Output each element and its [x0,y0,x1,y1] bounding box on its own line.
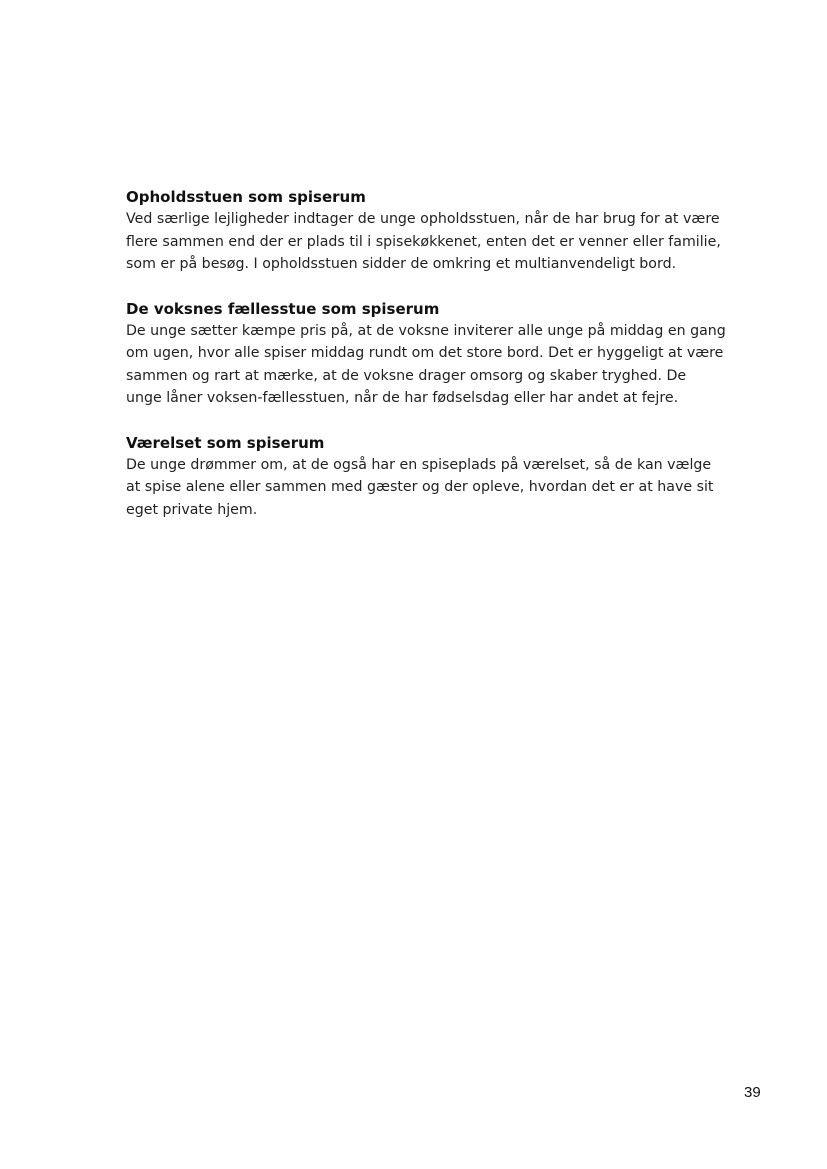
section-body: De unge drømmer om, at de også har en spiseplads på værelset, så de kan vælge at spise alene eller sammen med gæster og der opleve, hvordan det er at have sit eget private hjem. [126,456,714,518]
section-faellesstue [126,298,726,410]
section-heading: Opholdsstuen som spiserum [126,188,366,206]
section-opholdsstuen [126,186,726,276]
section-heading: Værelset som spiserum [126,433,325,452]
document-content [126,186,726,543]
section-body: De unge sætter kæmpe pris på, at de voksne inviterer alle unge på middag en gang om ugen, hvor alle spiser middag rundt om det store bord. Det er hyggeligt at være sammen og rart at mærke, at de voksne drager omsorg og skaber tryghed. De unge låner voksen-fællesstuen, når de har fødselsdag eller har andet at fejre. [126,322,726,406]
section-vaerelset [126,432,726,522]
section-heading: De voksnes fællesstue som spiserum [126,299,440,318]
page-number: 39 [744,1084,761,1101]
section-body: Ved særlige lejligheder indtager de unge opholdsstuen, når de har brug for at være flere sammen end der er plads til i spisekøkkenet, enten det er venner eller familie, som er på besøg. I opholdsstuen sidder de omkring et multianvendeligt bord. [126,211,721,272]
